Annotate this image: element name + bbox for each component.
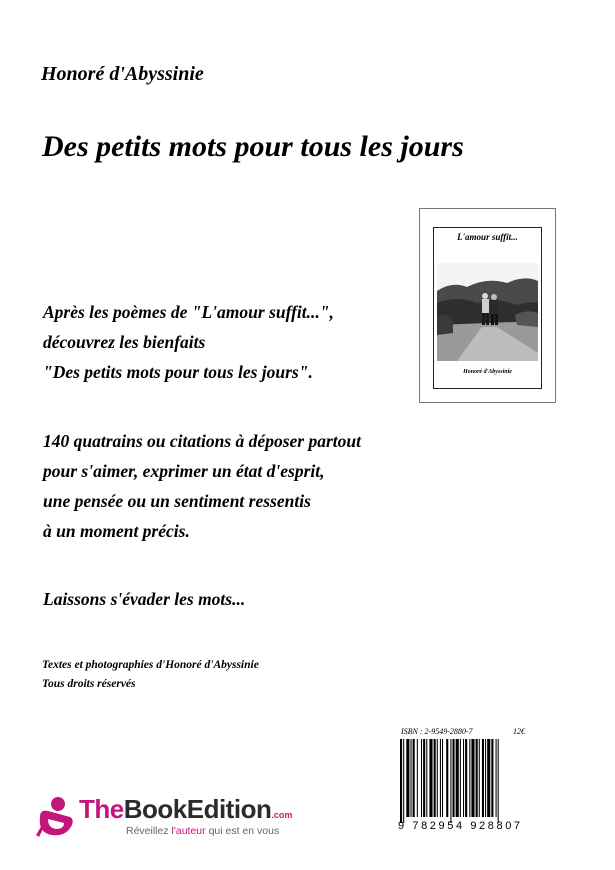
barcode-bar xyxy=(406,739,409,817)
barcode-bar xyxy=(421,739,422,817)
credits xyxy=(42,656,259,694)
text-line: à un moment précis. xyxy=(43,521,190,541)
logo-bookedition: BookEdition xyxy=(123,794,272,824)
publisher-logo xyxy=(36,793,326,841)
tagline-post: qui est en vous xyxy=(205,825,280,837)
barcode-bar xyxy=(453,739,455,817)
text-line: 140 quatrains ou citations à déposer partout xyxy=(43,431,361,451)
book-title: Des petits mots pour tous les jours xyxy=(42,130,464,163)
isbn-label: ISBN : 2-9549-2880-7 xyxy=(401,727,473,736)
book-cover-frame xyxy=(433,227,542,389)
barcode-bar xyxy=(411,739,412,817)
barcode-bar xyxy=(426,739,427,817)
isbn-barcode xyxy=(398,727,538,837)
barcode-bar xyxy=(487,739,490,817)
barcode-bar xyxy=(496,739,497,817)
barcode-bar xyxy=(403,739,404,823)
barcode-bar xyxy=(442,739,443,817)
barcode-bar xyxy=(471,739,474,817)
paragraph-description xyxy=(43,426,361,546)
barcode-bar xyxy=(469,739,470,817)
thumbnail-title: L'amour suffit... xyxy=(457,232,518,242)
barcode-bar xyxy=(450,739,451,823)
tagline-highlight: l'auteur xyxy=(171,825,206,837)
logo-wordmark xyxy=(79,795,292,829)
book-cover-thumbnail xyxy=(419,208,556,403)
barcode-bar xyxy=(485,739,486,817)
barcode-bar xyxy=(456,739,459,817)
credits-line: Textes et photographies d'Honoré d'Abyssinie xyxy=(42,659,259,671)
barcode-bar xyxy=(446,739,448,817)
price-label: 12€ xyxy=(513,727,525,736)
paragraph-intro xyxy=(43,297,334,387)
barcode-bar xyxy=(491,739,493,817)
barcode-bar xyxy=(434,739,436,817)
barcode-bar xyxy=(460,739,461,817)
credits-line: Tous droits réservés xyxy=(42,678,136,690)
text-line: pour s'aimer, exprimer un état d'esprit, xyxy=(43,461,325,481)
barcode-bar xyxy=(463,739,464,817)
barcode-bar xyxy=(413,739,415,817)
barcode-bar xyxy=(465,739,467,817)
barcode-bar xyxy=(437,739,438,817)
barcode-bar xyxy=(476,739,478,817)
barcode-bar xyxy=(479,739,480,817)
logo-the: The xyxy=(79,794,124,824)
text-line: Laissons s'évader les mots... xyxy=(43,589,246,609)
text-line: Après les poèmes de "L'amour suffit...", xyxy=(43,302,334,322)
paragraph-closing xyxy=(43,584,245,614)
author-name: Honoré d'Abyssinie xyxy=(41,63,204,85)
barcode-bar xyxy=(498,739,499,823)
text-line: découvrez les bienfaits xyxy=(43,332,206,352)
barcode-digits: 9 782954 928807 xyxy=(398,820,523,832)
barcode-bar xyxy=(400,739,402,823)
barcode-bar xyxy=(423,739,425,817)
barcode-bar xyxy=(429,739,432,817)
barcode-bar xyxy=(440,739,441,817)
thumbnail-author: Honoré d'Abyssinie xyxy=(463,369,512,375)
logo-com: .com xyxy=(271,810,293,820)
barcode-bar xyxy=(482,739,484,817)
thebookedition-logo-icon xyxy=(36,795,76,837)
barcode-bar xyxy=(417,739,418,817)
barcode-bars xyxy=(398,739,538,823)
tagline-pre: Réveillez xyxy=(126,825,172,837)
logo-tagline xyxy=(126,825,279,837)
text-line: "Des petits mots pour tous les jours". xyxy=(43,362,313,382)
cover-photo xyxy=(437,263,538,361)
text-line: une pensée ou un sentiment ressentis xyxy=(43,491,311,511)
